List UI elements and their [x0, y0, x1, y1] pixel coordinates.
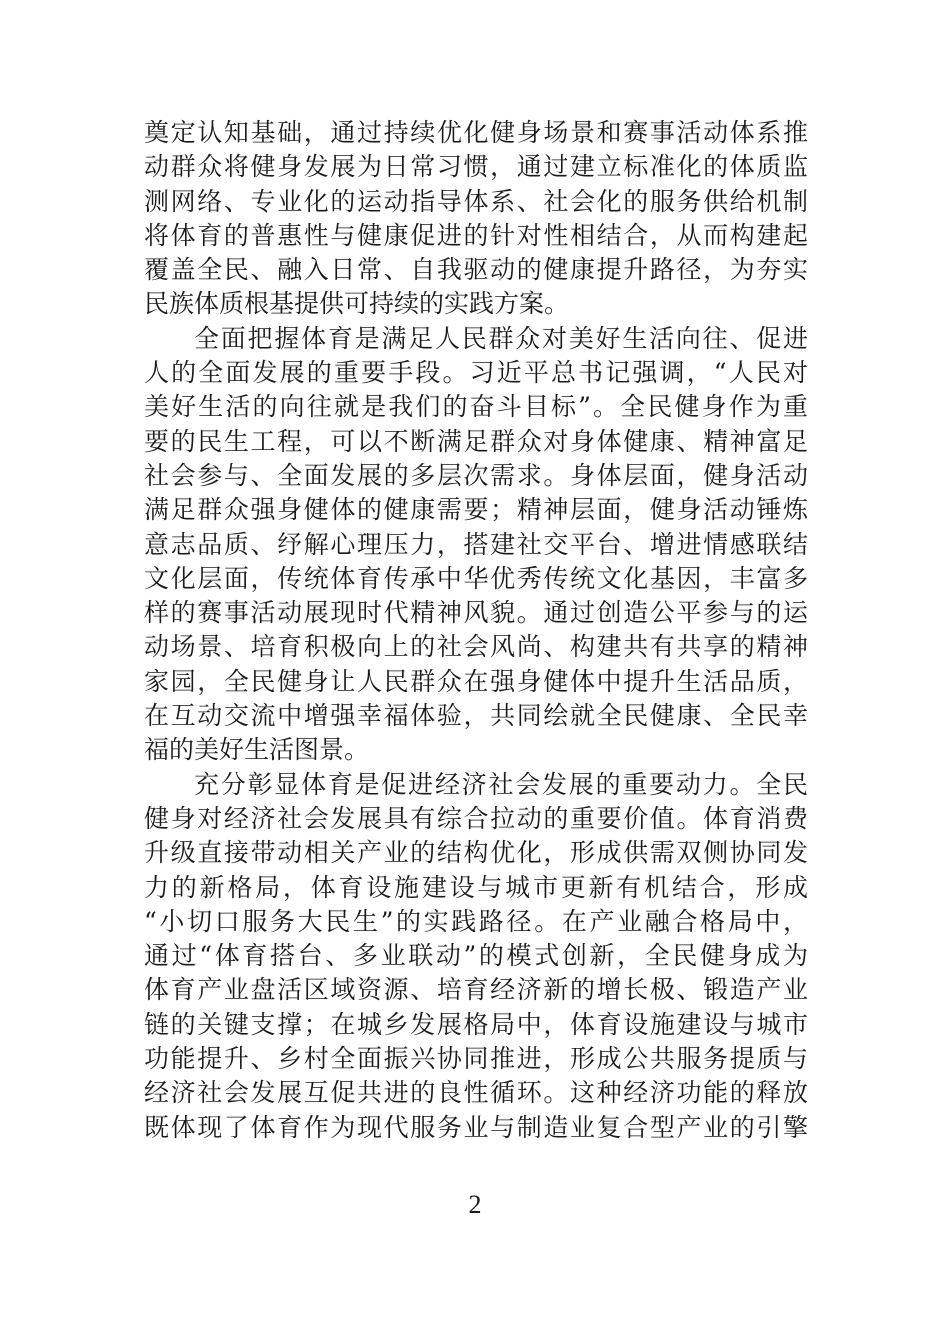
text-line: 动群众将健身发展为日常习惯，通过建立标准化的体质监	[144, 152, 808, 182]
text-line: 意志品质、纾解心理压力，搭建社交平台、增进情感联结	[144, 529, 808, 559]
text-line: 通过“体育搭台、多业联动”的模式创新，全民健身成为	[144, 941, 808, 971]
text-line: 人的全面发展的重要手段。习近平总书记强调，“人民对	[144, 358, 808, 388]
page-number: 2	[468, 1190, 482, 1219]
paragraph-3	[144, 768, 808, 1145]
body-text	[144, 116, 808, 1145]
paragraph-2	[144, 322, 808, 768]
text-line: 文化层面，传统体育传承中华优秀传统文化基因，丰富多	[144, 563, 808, 593]
text-line: 充分彰显体育是促进经济社会发展的重要动力。全民	[194, 769, 808, 799]
text-line: 民族体质根基提供可持续的实践方案。	[144, 289, 570, 319]
text-line: 社会参与、全面发展的多层次需求。身体层面，健身活动	[144, 460, 808, 490]
text-line: 功能提升、乡村全面振兴协同推进，形成公共服务提质与	[144, 1044, 808, 1074]
text-line: 将体育的普惠性与健康促进的针对性相结合，从而构建起	[144, 220, 808, 250]
text-line: 经济社会发展互促共进的良性循环。这种经济功能的释放	[144, 1078, 808, 1108]
text-line: 体育产业盘活区域资源、培育经济新的增长极、锻造产业	[144, 975, 808, 1005]
text-line: 全面把握体育是满足人民群众对美好生活向往、促进	[194, 323, 808, 353]
text-line: 升级直接带动相关产业的结构优化，形成供需双侧协同发	[144, 838, 808, 868]
text-line: 要的民生工程，可以不断满足群众对身体健康、精神富足	[144, 426, 808, 456]
text-line: 动场景、培育积极向上的社会风尚、构建共有共享的精神	[144, 632, 808, 662]
text-line: 在互动交流中增强幸福体验，共同绘就全民健康、全民幸	[144, 701, 808, 731]
text-line: 福的美好生活图景。	[144, 735, 370, 765]
text-line: 力的新格局，体育设施建设与城市更新有机结合，形成	[144, 872, 808, 902]
paragraph-1	[144, 116, 808, 322]
text-line: 样的赛事活动展现时代精神风貌。通过创造公平参与的运	[144, 598, 808, 628]
text-line: 美好生活的向往就是我们的奋斗目标”。全民健身作为重	[144, 392, 808, 422]
text-line: 奠定认知基础，通过持续优化健身场景和赛事活动体系推	[144, 118, 808, 147]
text-line: 家园，全民健身让人民群众在强身健体中提升生活品质，	[144, 666, 808, 696]
text-line: 测网络、专业化的运动指导体系、社会化的服务供给机制	[144, 186, 808, 216]
text-line: 满足群众强身健体的健康需要；精神层面，健身活动锤炼	[144, 495, 808, 525]
text-line: 覆盖全民、融入日常、自我驱动的健康提升路径，为夯实	[144, 255, 808, 285]
text-line: 既体现了体育作为现代服务业与制造业复合型产业的引擎	[144, 1112, 808, 1142]
text-line: 链的关键支撑；在城乡发展格局中，体育设施建设与城市	[144, 1009, 808, 1039]
text-line: “小切口服务大民生”的实践路径。在产业融合格局中，	[144, 906, 808, 936]
text-line: 健身对经济社会发展具有综合拉动的重要价值。体育消费	[144, 803, 808, 833]
